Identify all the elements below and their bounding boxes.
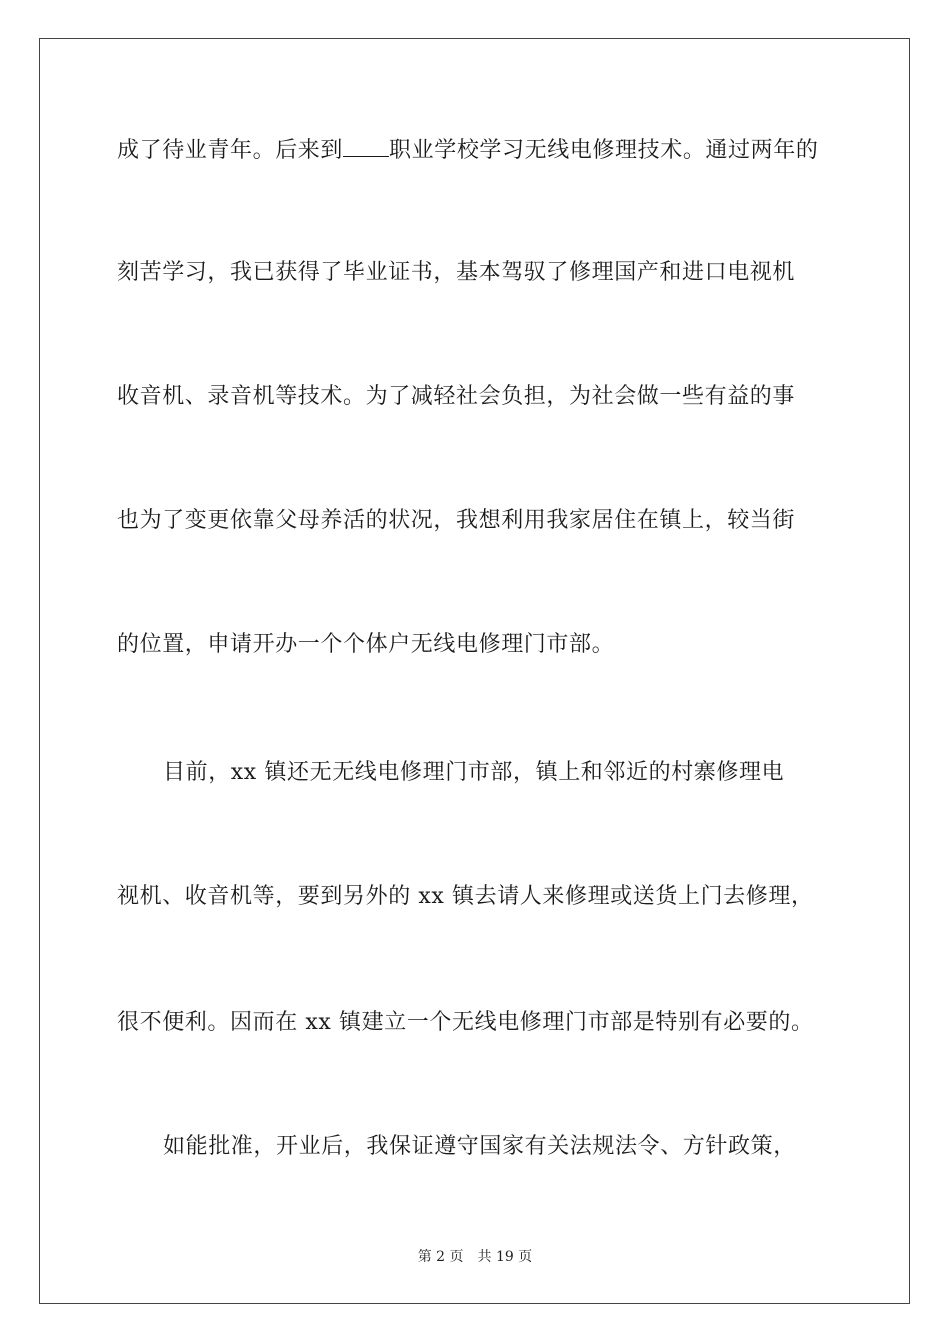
page-border [39, 38, 910, 1304]
text-line-8: 很不便利。因而在 xx 镇建立一个无线电修理门市部是特别有必要的。 [117, 1010, 814, 1035]
text-line-6: 目前，xx 镇还无无线电修理门市部，镇上和邻近的村寨修理电 [163, 760, 785, 785]
text-line-5: 的位置，申请开办一个个体户无线电修理门市部。 [117, 632, 615, 657]
text-line-4: 也为了变更依靠父母养活的状况，我想利用我家居住在镇上，较当街 [117, 508, 796, 533]
text-line-3: 收音机、录音机等技术。为了减轻社会负担，为社会做一些有益的事 [117, 384, 796, 409]
text-line-9: 如能批准，开业后，我保证遵守国家有关法规法令、方针政策， [163, 1134, 796, 1159]
text-line-7: 视机、收音机等，要到另外的 xx 镇去请人来修理或送货上门去修理， [117, 884, 814, 909]
page-number: 第 2 页 [417, 1249, 464, 1265]
text-line-2: 刻苦学习，我已获得了毕业证书，基本驾驭了修理国产和进口电视机 [117, 260, 796, 285]
fill-in-blank [343, 136, 389, 157]
text-line-1-part-2: 职业学校学习无线电修理技术。通过两年的 [389, 138, 819, 163]
text-line-1-part-1: 成了待业青年。后来到 [117, 138, 344, 163]
text-line-1 [117, 136, 837, 166]
total-pages: 共 19 页 [477, 1249, 533, 1265]
page-footer [0, 1247, 950, 1267]
